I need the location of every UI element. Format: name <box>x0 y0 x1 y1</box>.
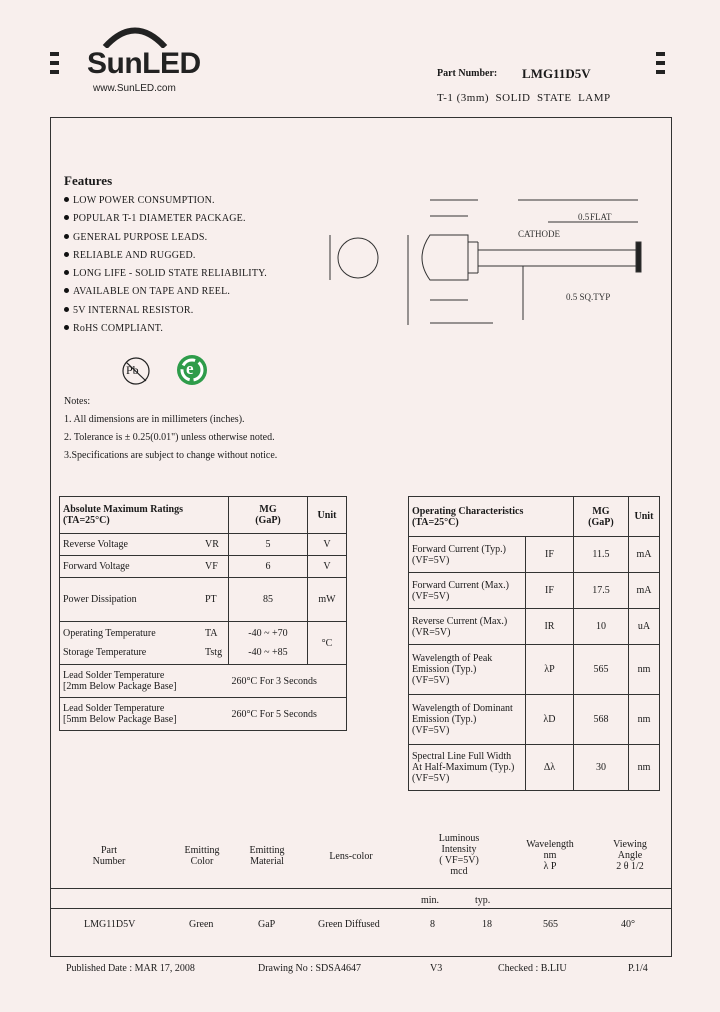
feature-item: LONG LIFE - SOLID STATE RELIABILITY. <box>64 268 267 286</box>
row-part: LMG11D5V <box>84 919 136 930</box>
table-row <box>60 578 347 622</box>
solder-label: [5mm Below Package Base] <box>63 714 177 725</box>
header-line: Emitting <box>184 845 220 856</box>
symbol-cell: VR <box>202 534 229 556</box>
symbol-cell: VF <box>202 556 229 578</box>
table-header-row <box>60 497 347 534</box>
row-min: 8 <box>430 919 435 930</box>
header-line: Part <box>100 845 118 856</box>
param-cell: Spectral Line Full Width <box>412 751 512 762</box>
col-mg: MG <box>259 504 277 515</box>
param-cell: (VF=5V) <box>412 554 450 566</box>
header-line: Intensity <box>441 844 477 855</box>
param-cell: Reverse Current (Max.) <box>412 615 508 627</box>
value-cell: 568 <box>573 695 628 745</box>
table-row <box>60 534 347 556</box>
param-cell: Reverse Voltage <box>60 534 203 556</box>
row-angle: 40° <box>621 919 635 930</box>
value-cell: -40 ~ +85 <box>248 647 288 658</box>
pb-free-badge <box>121 356 151 386</box>
header-line: 2 θ 1/2 <box>616 861 644 872</box>
unit-cell: V <box>308 534 347 556</box>
param-cell: Power Dissipation <box>60 578 203 622</box>
header-line: Emitting <box>249 845 285 856</box>
row-typ: 18 <box>482 919 492 930</box>
solder-label: [2mm Below Package Base] <box>63 681 177 692</box>
header-material <box>243 845 291 867</box>
param-cell: (VF=5V) <box>412 675 450 686</box>
col-unit: Unit <box>628 497 659 537</box>
header-line: ( VF=5V) <box>439 855 479 866</box>
param-cell: Forward Voltage <box>60 556 203 578</box>
header-color <box>178 845 226 867</box>
header-mark-left-top <box>50 52 59 56</box>
header-line: Number <box>92 856 126 867</box>
features-title: Features <box>64 173 113 188</box>
table-row <box>60 698 347 731</box>
drawing-label: FLAT <box>590 212 612 222</box>
table-row <box>409 645 660 695</box>
row-material: GaP <box>258 919 276 930</box>
value-cell: 85 <box>229 578 308 622</box>
header-lens: Lens-color <box>329 851 373 862</box>
header-line: λ P <box>543 861 557 872</box>
symbol-cell: PT <box>202 578 229 622</box>
selection-divider <box>51 888 671 889</box>
page-number: P.1/4 <box>628 963 648 974</box>
row-wavelength: 565 <box>543 919 558 930</box>
feature-item: AVAILABLE ON TAPE AND REEL. <box>64 286 267 304</box>
header-min: min. <box>421 895 440 906</box>
table-header-row <box>409 497 660 537</box>
unit-cell: V <box>308 556 347 578</box>
table-row <box>60 622 347 665</box>
feature-item: 5V INTERNAL RESISTOR. <box>64 305 267 323</box>
feature-item: POPULAR T-1 DIAMETER PACKAGE. <box>64 213 267 231</box>
eco-letter: e <box>186 359 194 378</box>
pb-label: Pb <box>126 363 139 377</box>
checked-by: Checked : B.LIU <box>498 963 567 974</box>
drawing-label: CATHODE <box>518 229 560 239</box>
table-row <box>60 665 347 698</box>
unit-cell: nm <box>628 645 659 695</box>
unit-cell: mW <box>308 578 347 622</box>
param-cell: Storage Temperature <box>63 647 147 658</box>
features-list <box>64 195 267 341</box>
value-cell: 565 <box>573 645 628 695</box>
table-row <box>409 695 660 745</box>
part-number-label: Part Number: <box>437 68 498 79</box>
symbol-cell: λP <box>526 645 574 695</box>
value-cell: 11.5 <box>573 537 628 573</box>
param-cell: Emission (Typ.) <box>412 714 477 725</box>
feature-item: LOW POWER CONSUMPTION. <box>64 195 267 213</box>
selection-divider <box>51 908 671 909</box>
col-gap: (GaP) <box>255 515 281 526</box>
published-date: Published Date : MAR 17, 2008 <box>66 963 195 974</box>
param-cell: Wavelength of Dominant <box>412 703 513 714</box>
param-cell: (VF=5V) <box>412 773 450 784</box>
part-number: LMG11D5V <box>522 66 591 81</box>
feature-item: RoHS COMPLIANT. <box>64 323 267 341</box>
header-line: Angle <box>617 850 643 861</box>
header-line: Color <box>190 856 214 867</box>
unit-cell: nm <box>628 745 659 791</box>
param-cell: (VR=5V) <box>412 626 451 638</box>
drawing-label: 0.5 SQ.TYP <box>566 292 611 302</box>
solder-value: 260°C For 3 Seconds <box>229 665 347 698</box>
operating-characteristics-table <box>408 496 660 791</box>
header-line: Wavelength <box>526 839 574 850</box>
symbol-cell: IR <box>526 609 574 645</box>
unit-cell: °C <box>308 622 347 665</box>
table-row <box>409 609 660 645</box>
note-item: 2. Tolerance is ± 0.25(0.01") unless otherwise noted. <box>64 432 275 443</box>
table-row <box>60 556 347 578</box>
unit-cell: mA <box>628 573 659 609</box>
param-cell: Wavelength of Peak <box>412 653 493 664</box>
abs-max-title: Absolute Maximum Ratings <box>63 504 184 515</box>
version: V3 <box>430 963 443 974</box>
header-typ: typ. <box>475 895 491 906</box>
header-part <box>86 845 132 867</box>
op-char-condition: (TA=25°C) <box>412 516 459 528</box>
value-cell: 17.5 <box>573 573 628 609</box>
value-cell: -40 ~ +70 <box>248 628 288 639</box>
header-mark-left-bot <box>50 70 59 74</box>
row-color: Green <box>189 919 214 930</box>
header-mark-right-mid <box>656 61 665 65</box>
table-row <box>409 537 660 573</box>
header-mark-right-bot <box>656 70 665 74</box>
header-wavelength <box>518 839 582 872</box>
website-url[interactable]: www.SunLED.com <box>93 83 176 94</box>
header-line: Luminous <box>438 833 480 844</box>
notes-title: Notes: <box>64 396 91 407</box>
header-angle <box>600 839 660 872</box>
symbol-cell: IF <box>526 573 574 609</box>
unit-cell: mA <box>628 537 659 573</box>
drawing-label: 0.5 <box>578 212 590 222</box>
unit-cell: uA <box>628 609 659 645</box>
eco-badge <box>176 354 208 386</box>
param-cell: Forward Current (Typ.) <box>412 543 506 555</box>
drawing-number: Drawing No : SDSA4647 <box>258 963 362 974</box>
symbol-cell: λD <box>526 695 574 745</box>
sun-arc-logo-icon <box>100 22 170 48</box>
notes-block <box>64 393 277 465</box>
header-line: Material <box>250 856 284 867</box>
symbol-cell: TA <box>205 628 218 639</box>
solder-label: Lead Solder Temperature <box>63 670 165 681</box>
header-intensity <box>428 833 490 877</box>
header-line: nm <box>543 850 557 861</box>
param-cell: (VF=5V) <box>412 725 450 736</box>
param-cell: Forward Current (Max.) <box>412 579 509 591</box>
solder-label: Lead Solder Temperature <box>63 703 165 714</box>
value-cell: 30 <box>573 745 628 791</box>
value-cell: 5 <box>229 534 308 556</box>
param-cell: Emission (Typ.) <box>412 664 477 675</box>
col-mg: MG <box>592 505 610 517</box>
subtitle: T-1 (3mm) SOLID STATE LAMP <box>437 92 611 104</box>
value-cell: 10 <box>573 609 628 645</box>
feature-item: GENERAL PURPOSE LEADS. <box>64 232 267 250</box>
symbol-cell: Tstg <box>205 647 223 658</box>
package-drawing <box>318 180 658 330</box>
feature-item: RELIABLE AND RUGGED. <box>64 250 267 268</box>
header-mark-right-top <box>656 52 665 56</box>
note-item: 1. All dimensions are in millimeters (inches). <box>64 414 245 425</box>
absolute-max-ratings-table <box>59 496 347 731</box>
op-char-title: Operating Characteristics <box>412 505 524 517</box>
note-item: 3.Specifications are subject to change without notice. <box>64 450 278 461</box>
param-cell: (VF=5V) <box>412 590 450 602</box>
header-line: mcd <box>450 866 468 877</box>
table-row <box>409 573 660 609</box>
param-cell: Operating Temperature <box>63 628 156 639</box>
brand-logo: SunLED <box>87 47 201 80</box>
header-mark-left-mid <box>50 61 59 65</box>
unit-cell: nm <box>628 695 659 745</box>
value-cell: 6 <box>229 556 308 578</box>
symbol-cell: Δλ <box>526 745 574 791</box>
param-cell: At Half-Maximum (Typ.) <box>412 762 515 773</box>
col-unit: Unit <box>308 497 347 534</box>
col-gap: (GaP) <box>588 516 614 528</box>
table-row <box>409 745 660 791</box>
symbol-cell: IF <box>526 537 574 573</box>
solder-value: 260°C For 5 Seconds <box>229 698 347 731</box>
abs-max-condition: (TA=25°C) <box>63 515 110 526</box>
header-line: Viewing <box>613 839 647 850</box>
row-lens: Green Diffused <box>318 919 380 930</box>
